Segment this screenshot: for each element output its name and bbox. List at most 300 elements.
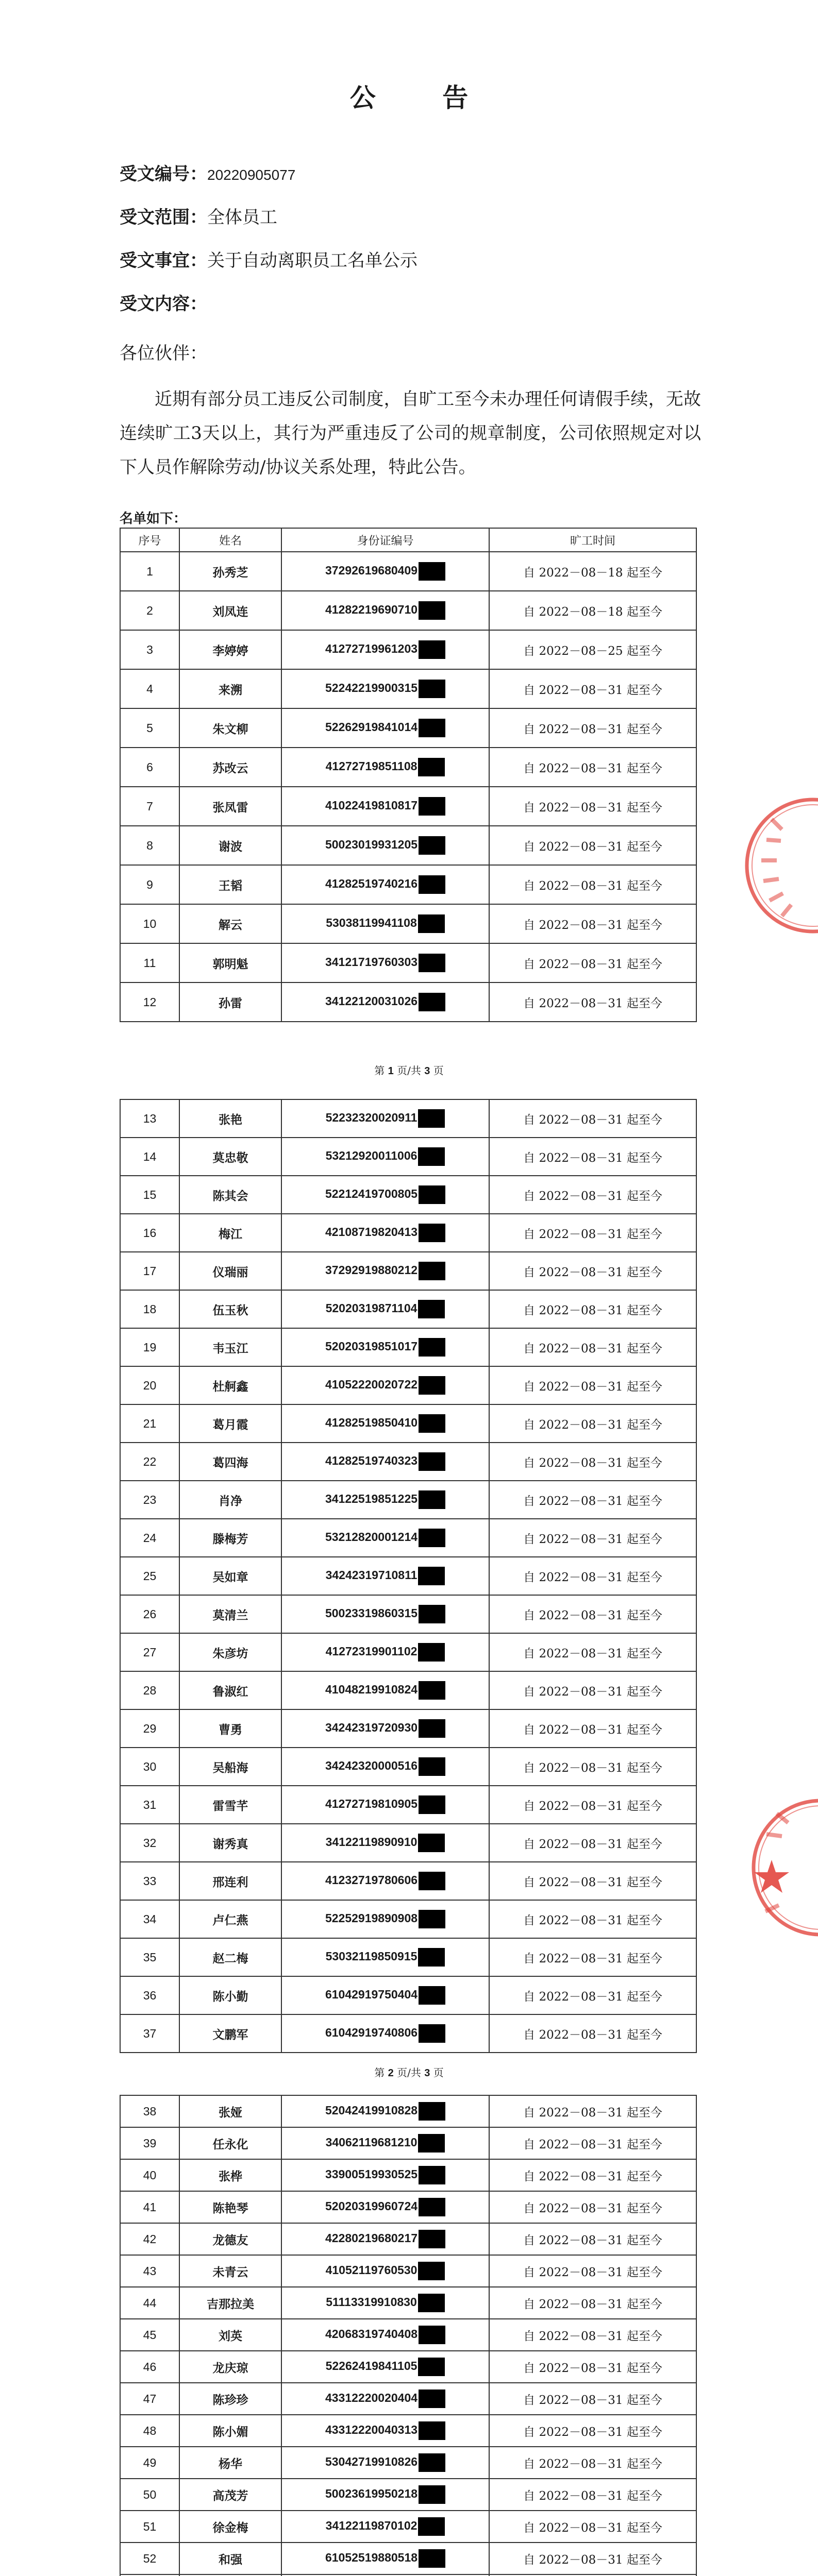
redaction-block [418, 1567, 445, 1585]
row-absence-time: 自 2022－08－31 起至今 [489, 1748, 696, 1786]
table-row [120, 1671, 696, 1709]
row-id-number: 41048219910824 [281, 1671, 489, 1709]
row-name: 陈其会 [179, 1176, 281, 1214]
row-name: 陈艳琴 [179, 2191, 281, 2223]
row-id-number: 34122519851225 [281, 1481, 489, 1519]
row-id-number: 52262919841014 [281, 708, 489, 748]
redaction-block [419, 2326, 445, 2344]
row-absence-time: 自 2022－08－31 起至今 [489, 2191, 696, 2223]
row-absence-time: 自 2022－08－31 起至今 [489, 2287, 696, 2319]
row-seq: 11 [120, 943, 179, 982]
row-name: 孙秀芝 [179, 552, 281, 591]
row-seq: 20 [120, 1366, 179, 1404]
scope-value: 全体员工 [207, 207, 277, 228]
table-row [120, 1976, 696, 2014]
row-absence-time: 自 2022－08－31 起至今 [489, 1595, 696, 1633]
row-absence-time: 自 2022－08－31 起至今 [489, 1099, 696, 1138]
table-row [120, 1938, 696, 1976]
redaction-block [418, 758, 445, 776]
table-row [120, 1138, 696, 1176]
redaction-block [419, 1986, 445, 2005]
row-name: 王韬 [179, 865, 281, 904]
row-name: 朱文柳 [179, 708, 281, 748]
redaction-block [418, 1300, 445, 1318]
table-row [120, 2351, 696, 2383]
row-name: 陈小媚 [179, 2415, 281, 2447]
row-absence-time: 自 2022－08－31 起至今 [489, 943, 696, 982]
table-row [120, 2319, 696, 2351]
row-seq: 24 [120, 1519, 179, 1557]
table-row [120, 1099, 696, 1138]
header-time: 旷工时间 [489, 528, 696, 552]
redaction-block [419, 1529, 445, 1547]
row-seq: 27 [120, 1633, 179, 1671]
row-name: 仪瑞丽 [179, 1252, 281, 1290]
row-absence-time: 自 2022－08－25 起至今 [489, 630, 696, 669]
row-seq: 34 [120, 1900, 179, 1938]
redaction-block [419, 1795, 445, 1814]
table-row [120, 2479, 696, 2511]
row-name: 朱彦坊 [179, 1633, 281, 1671]
table-row [120, 748, 696, 787]
row-name: 龙德友 [179, 2223, 281, 2255]
row-absence-time: 自 2022－08－31 起至今 [489, 2383, 696, 2415]
redaction-block [418, 1109, 445, 1128]
row-seq: 10 [120, 904, 179, 943]
row-name: 陈小勤 [179, 1976, 281, 2014]
row-id-number: 41272719810905 [281, 1786, 489, 1824]
header-name: 姓名 [179, 528, 281, 552]
row-id-number: 41052119760530 [281, 2255, 489, 2287]
row-seq: 52 [120, 2543, 179, 2574]
table-row [120, 2127, 696, 2159]
row-id-number: 41282519740216 [281, 865, 489, 904]
row-seq: 45 [120, 2319, 179, 2351]
redaction-block [418, 2294, 445, 2312]
row-seq: 9 [120, 865, 179, 904]
row-seq: 26 [120, 1595, 179, 1633]
row-seq: 44 [120, 2287, 179, 2319]
row-absence-time: 自 2022－08－31 起至今 [489, 982, 696, 1022]
row-seq: 41 [120, 2191, 179, 2223]
table-row [120, 1328, 696, 1366]
redaction-block [418, 2134, 445, 2153]
row-absence-time: 自 2022－08－31 起至今 [489, 1290, 696, 1328]
redaction-block [419, 993, 445, 1011]
row-seq: 4 [120, 669, 179, 708]
table-row [120, 2383, 696, 2415]
redaction-block [419, 1414, 445, 1433]
row-seq: 18 [120, 1290, 179, 1328]
row-id-number: 41272319901102 [281, 1633, 489, 1671]
row-name: 文鹏军 [179, 2014, 281, 2053]
row-name: 解云 [179, 904, 281, 943]
redaction-block [418, 1643, 445, 1662]
redaction-block [419, 2453, 445, 2472]
row-id-number: 50023319860315 [281, 1595, 489, 1633]
row-absence-time: 自 2022－08－31 起至今 [489, 1633, 696, 1671]
row-id-number: 41022419810817 [281, 787, 489, 826]
table-row [120, 2415, 696, 2447]
row-name: 吴如章 [179, 1557, 281, 1595]
row-name: 杨华 [179, 2447, 281, 2479]
row-name: 韦玉江 [179, 1328, 281, 1366]
row-absence-time: 自 2022－08－31 起至今 [489, 865, 696, 904]
row-absence-time: 自 2022－08－31 起至今 [489, 1176, 696, 1214]
row-name: 鲁淑红 [179, 1671, 281, 1709]
row-name: 莫忠敬 [179, 1138, 281, 1176]
table-row [120, 1481, 696, 1519]
subject-label: 受文事宜： [120, 250, 207, 271]
row-name: 梅江 [179, 1214, 281, 1252]
row-absence-time: 自 2022－08－31 起至今 [489, 1671, 696, 1709]
redaction-block [419, 2549, 445, 2568]
redaction-block [418, 2517, 445, 2536]
row-id-number: 43312220040313 [281, 2415, 489, 2447]
row-absence-time: 自 2022－08－31 起至今 [489, 2255, 696, 2287]
scope-label: 受文范围： [120, 207, 207, 228]
row-seq: 28 [120, 1671, 179, 1709]
row-seq: 42 [120, 2223, 179, 2255]
row-absence-time: 自 2022－08－31 起至今 [489, 2127, 696, 2159]
redaction-block [419, 954, 445, 972]
redaction-block [418, 2358, 445, 2376]
row-id-number: 52020319960724 [281, 2191, 489, 2223]
redaction-block [418, 1147, 445, 1166]
row-name: 陈珍珍 [179, 2383, 281, 2415]
row-absence-time: 自 2022－08－31 起至今 [489, 1709, 696, 1748]
content-line [120, 293, 207, 315]
row-id-number: 53038119941108 [281, 904, 489, 943]
row-absence-time: 自 2022－08－31 起至今 [489, 2543, 696, 2574]
row-name: 杜舸鑫 [179, 1366, 281, 1404]
row-absence-time: 自 2022－08－31 起至今 [489, 1328, 696, 1366]
redaction-block [419, 601, 445, 620]
redaction-block [419, 562, 445, 581]
row-name: 谢秀真 [179, 1824, 281, 1862]
table-row [120, 1366, 696, 1404]
row-absence-time: 自 2022－08－31 起至今 [489, 2351, 696, 2383]
table-row [120, 2095, 696, 2127]
row-id-number: 61052519880518 [281, 2543, 489, 2574]
table-row [120, 1290, 696, 1328]
row-id-number: 50023019931205 [281, 826, 489, 865]
row-seq: 31 [120, 1786, 179, 1824]
row-seq: 32 [120, 1824, 179, 1862]
doc-number-label: 受文编号： [120, 164, 207, 184]
row-name: 莫清兰 [179, 1595, 281, 1633]
table-row [120, 1214, 696, 1252]
subject-value: 关于自动离职员工名单公示 [207, 250, 418, 271]
row-name: 徐金梅 [179, 2511, 281, 2543]
header-seq: 序号 [120, 528, 179, 552]
row-id-number: 34122120031026 [281, 982, 489, 1022]
row-id-number: 61042919750404 [281, 1976, 489, 2014]
redaction-block [419, 1872, 445, 1890]
table-row [120, 1633, 696, 1671]
row-id-number: 52262419841105 [281, 2351, 489, 2383]
row-name: 苏改云 [179, 748, 281, 787]
table-row [120, 1176, 696, 1214]
redaction-block [419, 1185, 445, 1204]
row-name: 滕梅芳 [179, 1519, 281, 1557]
row-name: 任永化 [179, 2127, 281, 2159]
row-name: 孙雷 [179, 982, 281, 1022]
row-absence-time: 自 2022－08－31 起至今 [489, 1557, 696, 1595]
row-absence-time: 自 2022－08－31 起至今 [489, 2319, 696, 2351]
row-name: 高茂芳 [179, 2479, 281, 2511]
row-name: 和强 [179, 2543, 281, 2574]
row-id-number: 52020319851017 [281, 1328, 489, 1366]
table-row [120, 552, 696, 591]
row-absence-time: 自 2022－08－31 起至今 [489, 1214, 696, 1252]
row-absence-time: 自 2022－08－31 起至今 [489, 1862, 696, 1900]
row-name: 雷雪芊 [179, 1786, 281, 1824]
row-id-number: 52020319871104 [281, 1290, 489, 1328]
page-number-2: 第 2 页/共 3 页 [374, 2066, 444, 2079]
redaction-block [419, 1376, 445, 1395]
table-row [120, 2511, 696, 2543]
row-seq: 25 [120, 1557, 179, 1595]
row-seq: 30 [120, 1748, 179, 1786]
row-seq: 35 [120, 1938, 179, 1976]
table-row [120, 1709, 696, 1748]
row-name: 张艳 [179, 1099, 281, 1138]
table-row [120, 1748, 696, 1786]
redaction-block [419, 1757, 445, 1776]
redaction-block [419, 1681, 445, 1700]
row-seq: 48 [120, 2415, 179, 2447]
row-name: 刘英 [179, 2319, 281, 2351]
redaction-block [419, 2485, 445, 2504]
redaction-block [419, 2102, 445, 2121]
row-id-number: 34122119870102 [281, 2511, 489, 2543]
row-seq: 3 [120, 630, 179, 669]
row-absence-time: 自 2022－08－31 起至今 [489, 904, 696, 943]
row-absence-time: 自 2022－08－31 起至今 [489, 2415, 696, 2447]
row-seq: 50 [120, 2479, 179, 2511]
row-seq: 37 [120, 2014, 179, 2053]
row-id-number: 42280219680217 [281, 2223, 489, 2255]
row-name: 未青云 [179, 2255, 281, 2287]
row-id-number: 53032119850915 [281, 1938, 489, 1976]
row-id-number: 50023619950218 [281, 2479, 489, 2511]
notice-body: 近期有部分员工违反公司制度，自旷工至今未办理任何请假手续，无故连续旷工3天以上，其行为严重违反了公司的规章制度，公司依照规定对以下人员作解除劳动/协议关系处理，特此公告。 [120, 389, 701, 478]
row-id-number: 34242319710811 [281, 1557, 489, 1595]
row-seq: 43 [120, 2255, 179, 2287]
row-id-number: 53212820001214 [281, 1519, 489, 1557]
row-absence-time: 自 2022－08－31 起至今 [489, 2447, 696, 2479]
row-name: 邢连利 [179, 1862, 281, 1900]
roster-table-page-2 [120, 1099, 697, 2053]
row-seq: 46 [120, 2351, 179, 2383]
redaction-block [419, 2421, 445, 2440]
doc-number-value: 20220905077 [207, 167, 296, 183]
row-absence-time: 自 2022－08－31 起至今 [489, 1366, 696, 1404]
redaction-block [419, 1452, 445, 1471]
redaction-block [418, 1948, 445, 1967]
scope-line [120, 206, 277, 229]
row-name: 赵二梅 [179, 1938, 281, 1976]
row-id-number: 41052220020722 [281, 1366, 489, 1404]
row-absence-time: 自 2022－08－31 起至今 [489, 748, 696, 787]
row-id-number: 37292619680409 [281, 552, 489, 591]
redaction-block [418, 914, 445, 933]
table-row [120, 630, 696, 669]
row-absence-time: 自 2022－08－31 起至今 [489, 1138, 696, 1176]
table-row [120, 865, 696, 904]
row-absence-time: 自 2022－08－31 起至今 [489, 2095, 696, 2127]
row-absence-time: 自 2022－08－31 起至今 [489, 1824, 696, 1862]
table-row [120, 2255, 696, 2287]
table-header-row [120, 528, 696, 552]
redaction-block [419, 2166, 445, 2184]
row-seq: 8 [120, 826, 179, 865]
row-id-number: 41232719780606 [281, 1862, 489, 1900]
greeting: 各位伙伴： [120, 343, 207, 364]
row-absence-time: 自 2022－08－31 起至今 [489, 1786, 696, 1824]
list-label: 名单如下： [120, 511, 187, 527]
seal-stamp-partial-2 [725, 1783, 818, 1953]
table-row [120, 1252, 696, 1290]
row-absence-time: 自 2022－08－31 起至今 [489, 2511, 696, 2543]
redaction-block [419, 1719, 445, 1738]
row-name: 曹勇 [179, 1709, 281, 1748]
row-name: 葛四海 [179, 1443, 281, 1481]
redaction-block [419, 2024, 445, 2043]
row-seq: 1 [120, 552, 179, 591]
row-id-number: 41272719851108 [281, 748, 489, 787]
row-absence-time: 自 2022－08－31 起至今 [489, 2479, 696, 2511]
row-absence-time: 自 2022－08－18 起至今 [489, 591, 696, 630]
table-row [120, 2223, 696, 2255]
row-seq: 39 [120, 2127, 179, 2159]
table-row [120, 1519, 696, 1557]
table-row [120, 2447, 696, 2479]
row-seq: 36 [120, 1976, 179, 2014]
redaction-block [419, 2230, 445, 2248]
row-absence-time: 自 2022－08－31 起至今 [489, 1976, 696, 2014]
table-row [120, 2543, 696, 2574]
row-name: 卢仁燕 [179, 1900, 281, 1938]
table-row [120, 1862, 696, 1900]
redaction-block [419, 2389, 445, 2408]
row-absence-time: 自 2022－08－31 起至今 [489, 2014, 696, 2053]
table-row [120, 708, 696, 748]
row-name: 吉那拉美 [179, 2287, 281, 2319]
row-name: 葛月霞 [179, 1404, 281, 1443]
row-seq: 38 [120, 2095, 179, 2127]
content-label: 受文内容： [120, 294, 207, 314]
row-id-number: 52252919890908 [281, 1900, 489, 1938]
row-absence-time: 自 2022－08－31 起至今 [489, 1443, 696, 1481]
table-row [120, 1404, 696, 1443]
table-row [120, 2159, 696, 2191]
row-seq: 12 [120, 982, 179, 1022]
redaction-block [418, 1834, 445, 1852]
row-seq: 2 [120, 591, 179, 630]
redaction-block [419, 1605, 445, 1623]
table-row [120, 787, 696, 826]
row-id-number: 42108719820413 [281, 1214, 489, 1252]
row-id-number: 41282219690710 [281, 591, 489, 630]
row-id-number: 52232320020911 [281, 1099, 489, 1138]
redaction-block [419, 1910, 445, 1928]
row-seq: 23 [120, 1481, 179, 1519]
table-row [120, 1443, 696, 1481]
roster-table-page-3 [120, 2095, 697, 2576]
table-row [120, 1595, 696, 1633]
row-name: 张凤雷 [179, 787, 281, 826]
redaction-block [419, 680, 445, 698]
table-row [120, 1786, 696, 1824]
row-id-number: 43312220020404 [281, 2383, 489, 2415]
row-seq: 19 [120, 1328, 179, 1366]
redaction-block [419, 875, 445, 894]
redaction-block [419, 1224, 445, 1242]
row-id-number: 34122119890910 [281, 1824, 489, 1862]
row-absence-time: 自 2022－08－31 起至今 [489, 1900, 696, 1938]
table-row [120, 2287, 696, 2319]
row-id-number: 37292919880212 [281, 1252, 489, 1290]
row-seq: 22 [120, 1443, 179, 1481]
doc-number-line [120, 163, 295, 187]
row-id-number: 53212920011006 [281, 1138, 489, 1176]
row-id-number: 61042919740806 [281, 2014, 489, 2053]
row-seq: 13 [120, 1099, 179, 1138]
redaction-block [419, 1490, 445, 1509]
row-absence-time: 自 2022－08－31 起至今 [489, 826, 696, 865]
table-row [120, 2191, 696, 2223]
row-seq: 51 [120, 2511, 179, 2543]
row-name: 郭明魁 [179, 943, 281, 982]
row-name: 来溯 [179, 669, 281, 708]
row-absence-time: 自 2022－08－18 起至今 [489, 552, 696, 591]
row-id-number: 51113319910830 [281, 2287, 489, 2319]
row-name: 刘凤连 [179, 591, 281, 630]
row-id-number: 34121719760303 [281, 943, 489, 982]
row-id-number: 34062119681210 [281, 2127, 489, 2159]
row-id-number: 41282519740323 [281, 1443, 489, 1481]
row-seq: 14 [120, 1138, 179, 1176]
row-id-number: 53042719910826 [281, 2447, 489, 2479]
row-absence-time: 自 2022－08－31 起至今 [489, 1519, 696, 1557]
table-row [120, 943, 696, 982]
row-absence-time: 自 2022－08－31 起至今 [489, 1481, 696, 1519]
row-seq: 47 [120, 2383, 179, 2415]
table-row [120, 1824, 696, 1862]
row-seq: 21 [120, 1404, 179, 1443]
row-seq: 16 [120, 1214, 179, 1252]
row-name: 龙庆琼 [179, 2351, 281, 2383]
row-seq: 29 [120, 1709, 179, 1748]
row-name: 谢波 [179, 826, 281, 865]
row-id-number: 52242219900315 [281, 669, 489, 708]
row-seq: 5 [120, 708, 179, 748]
row-seq: 15 [120, 1176, 179, 1214]
row-id-number: 42068319740408 [281, 2319, 489, 2351]
table-row [120, 904, 696, 943]
redaction-block [419, 719, 445, 737]
table-row [120, 669, 696, 708]
row-seq: 49 [120, 2447, 179, 2479]
redaction-block [419, 1262, 445, 1280]
page-number-1: 第 1 页/共 3 页 [374, 1064, 444, 1077]
notice-title: 公 告 [349, 82, 497, 113]
row-id-number: 33900519930525 [281, 2159, 489, 2191]
row-id-number: 41272719961203 [281, 630, 489, 669]
row-absence-time: 自 2022－08－31 起至今 [489, 1938, 696, 1976]
